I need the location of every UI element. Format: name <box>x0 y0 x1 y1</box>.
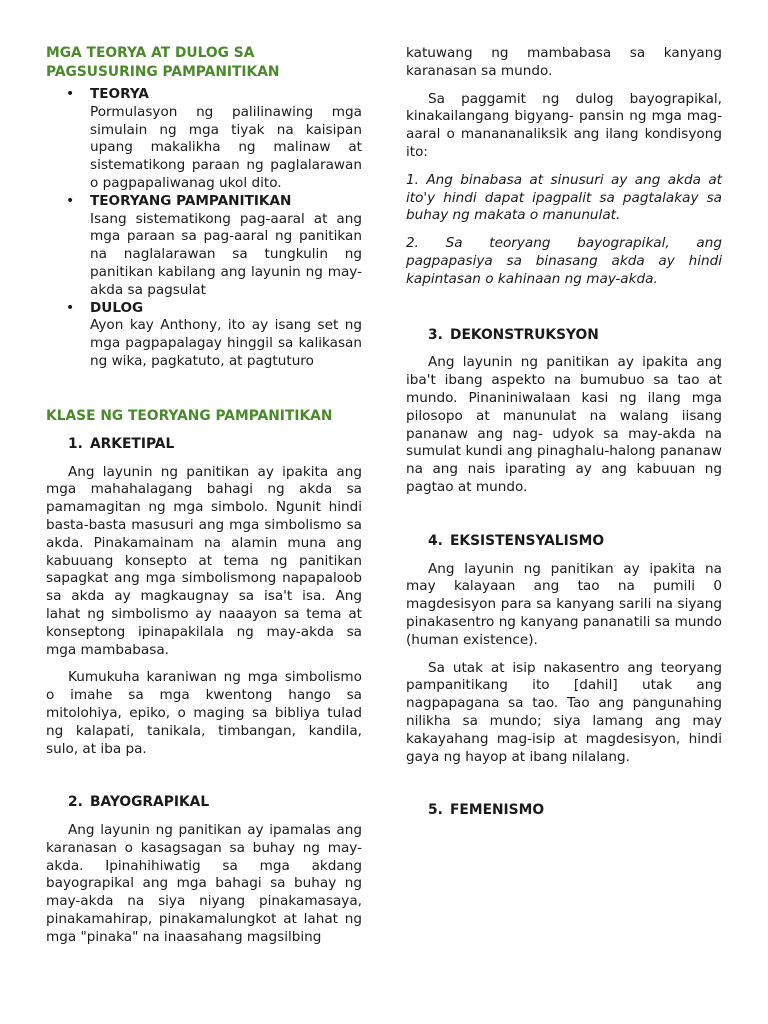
bullet-icon: • <box>66 192 75 209</box>
list-item <box>46 86 362 193</box>
paragraph: Ang layunin ng panitikan ay ipamalas ang karanasan o kasagsagan sa buhay ng may-akda. Ipinahihiwatig sa mga akdang bayograpikal ang mga bahagi sa buhay ng may-akda na siya niyang pinakamasaya, pinakamahirap, pinakamalungkot at lahat ng mga "pinaka" na inaasahang magsilbing <box>46 822 362 945</box>
list-item <box>46 193 362 300</box>
definition-term: DULOG <box>90 299 144 316</box>
definition-term: TEORYANG PAMPANITIKAN <box>90 192 292 209</box>
paragraph: Ang layunin ng panitikan ay ipakita ang mga mahahalagang bahagi ng akda sa pamamagitan ng mga simbolo. Ngunit hindi basta-basta masusuri ang mga simbolismo sa akda. Pinakamainam na alamin muna ang kabuuang konsepto at tema ng panitikan sapagkat ang mga simbolismong napapaloob sa akda ay magkaugnay sa isa't isa. Ang lahat ng simbolismo ay naaayon sa tema at konseptong ipinapakilala ng may-akda sa mga mambabasa. <box>46 463 362 658</box>
paragraph: Sa utak at isip nakasentro ang teoryang pampanitikang ito [dahil] utak ang nagpapagana sa tao. Tao ang pangunahing nilikha sa mundo; siya lamang ang may kakayahang mag-isip at magdesisyon, hindi gaya ng hayop at ibang nilalang. <box>406 659 722 765</box>
bullet-icon: • <box>66 86 75 102</box>
definition-list <box>46 86 362 371</box>
condition-2: 2. Sa teoryang bayograpikal, ang pagpapasiya sa binasang akda ay hindi kapintasan o kahinaan ng may-akda. <box>406 235 722 287</box>
definition-text: Ayon kay Anthony, ito ay isang set ng mga pagpapalagay hinggil sa kalikasan ng wika, pagkatuto, at pagtuturo <box>90 317 362 369</box>
paragraph: Sa paggamit ng dulog bayograpikal, kinakailangang bigyang- pansin ng mga mag-aaral o manananaliksik ang ilang kondisyong ito: <box>406 90 722 160</box>
paragraph: Kumukuha karaniwan ng mga simbolismo o imahe sa mga kwentong hango sa mitolohiya, epiko, o maging sa bibliya tulad ng kalapati, tanikala, timbangan, kandila, sulo, at iba pa. <box>46 669 362 757</box>
list-item <box>46 300 362 371</box>
paragraph: Ang layunin ng panitikan ay ipakita ang iba't ibang aspekto na bumubuo sa tao at mundo. Pinaniniwalaan kasi ng ilang mga pilosopo at manunulat na walang iisang pananaw ang nag- udyok sa may-akda na sumulat kundi ang pinaghalu-halong pananaw na ang nais iparating ay ang kabuuan ng pagtao at mundo. <box>406 354 722 495</box>
definition-text: Isang sistematikong pag-aaral at ang mga paraan sa pag-aaral ng panitikan na naglalarawan sa tungkulin ng panitikan kabilang ang layunin ng may-akda sa pagsulat <box>90 210 362 298</box>
definition-text: Pormulasyon ng palilinawing mga simulain ng mga tiyak na kaisipan upang makalikha ng malinaw at sistematikong paraan ng paglalarawan o pagpapaliwanag ukol dito. <box>90 103 362 191</box>
condition-1: 1. Ang binabasa at sinusuri ay ang akda at ito'y hindi dapat ipagpalit sa pagtalakay sa buhay ng makata o manunulat. <box>406 171 722 224</box>
heading-dekonstruksyon: 3. DEKONSTRUKSYON <box>428 326 599 343</box>
heading-bayograpikal: 2. BAYOGRAPIKAL <box>68 794 210 811</box>
bullet-icon: • <box>66 299 75 316</box>
definition-term: TEORYA <box>90 86 149 102</box>
page-title: MGA TEORYA AT DULOG SA PAGSUSURING PAMPANITIKAN <box>46 45 280 80</box>
section-heading-klase: KLASE NG TEORYANG PAMPANITIKAN <box>46 407 333 424</box>
paragraph-continued: katuwang ng mambabasa sa kanyang karanasan sa mundo. <box>406 45 722 79</box>
right-column <box>406 0 722 820</box>
heading-femenismo: 5. FEMENISMO <box>428 802 545 819</box>
paragraph: Ang layunin ng panitikan ay ipakita na may kalayaan ang tao na pumili 0 magdesisyon para sa kanyang sarili na siyang pinakasentro ng kanyang pananatili sa mundo (human existence). <box>406 560 722 648</box>
heading-arketipal: 1. ARKETIPAL <box>68 435 175 452</box>
heading-eksistensyalismo: 4. EKSISTENSYALISMO <box>428 532 605 549</box>
left-column <box>46 0 362 947</box>
